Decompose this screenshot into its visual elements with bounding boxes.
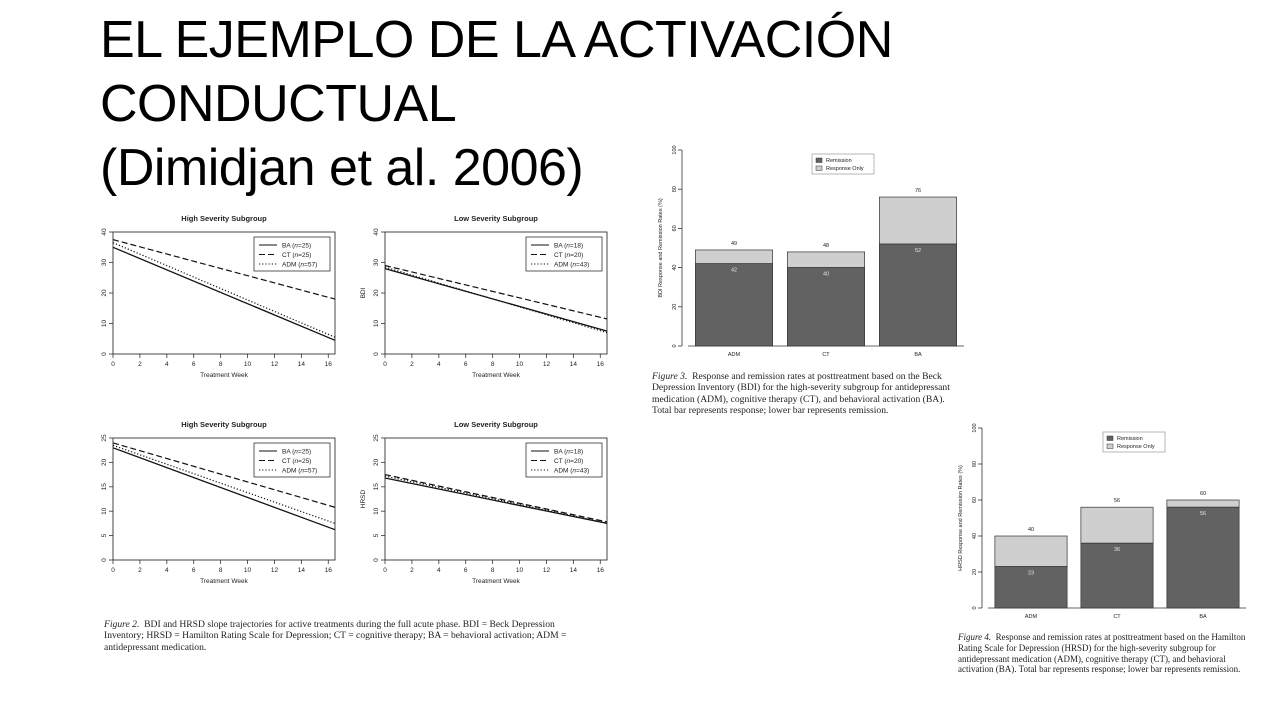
x-tick-label: 2 xyxy=(410,567,414,574)
y-tick-label: 5 xyxy=(373,533,380,538)
x-tick-label: ADM xyxy=(727,352,741,358)
bar-response-label: 49 xyxy=(730,240,738,247)
y-tick-label: 30 xyxy=(101,258,108,267)
x-tick-label: 16 xyxy=(324,361,332,368)
bar-remission-ADM xyxy=(695,264,772,346)
x-tick-label: 12 xyxy=(542,361,551,368)
bar-response-CT xyxy=(1081,507,1153,543)
legend-swatch xyxy=(816,158,822,163)
series-line-0 xyxy=(385,478,607,523)
legend-label: CT (n=20) xyxy=(554,457,584,465)
legend-label: ADM (n=43) xyxy=(554,467,590,475)
x-tick-label: 6 xyxy=(191,567,196,574)
y-tick-label: 100 xyxy=(972,423,978,433)
y-tick-label: 10 xyxy=(101,507,108,515)
legend-label: ADM (n=57) xyxy=(282,261,318,269)
chart-title: High Severity Subgroup xyxy=(181,214,267,223)
figure4-caption-label: Figure 4. xyxy=(958,632,992,642)
x-tick-label: 8 xyxy=(218,361,223,368)
y-tick-label: 0 xyxy=(101,352,108,356)
x-tick-label: 0 xyxy=(111,567,115,574)
y-tick-label: 30 xyxy=(373,258,380,267)
legend-label: ADM (n=57) xyxy=(282,467,318,475)
chart-bdi-low-severity xyxy=(345,204,620,399)
x-tick-label: 4 xyxy=(165,361,169,368)
y-tick-label: 20 xyxy=(972,568,978,576)
bar-response-BA xyxy=(1167,500,1239,507)
chart-hrsd-low-severity xyxy=(345,414,620,609)
x-tick-label: 6 xyxy=(191,361,196,368)
bar-remission-BA xyxy=(879,244,956,346)
legend-label: BA (n=25) xyxy=(282,242,312,250)
figure3-caption xyxy=(652,371,958,417)
x-tick-label: 4 xyxy=(437,361,441,368)
figure4-caption xyxy=(958,632,1246,675)
y-tick-label: 10 xyxy=(373,319,380,328)
bar-response-ADM xyxy=(995,536,1067,567)
x-tick-label: 16 xyxy=(596,567,604,574)
bar-remission-label: 36 xyxy=(1113,547,1121,554)
legend-swatch xyxy=(1107,436,1113,441)
chart-hrsd-high-severity xyxy=(95,414,365,609)
x-tick-label: ADM xyxy=(1024,614,1038,620)
y-tick-label: 20 xyxy=(101,458,108,467)
x-tick-label: 8 xyxy=(490,361,495,368)
bar-remission-label: 42 xyxy=(730,267,738,274)
slide-title-line-1: EL EJEMPLO DE LA ACTIVACIÓN xyxy=(100,11,893,69)
bar-response-BA xyxy=(879,197,956,244)
y-tick-label: 80 xyxy=(972,460,978,468)
x-tick-label: 8 xyxy=(218,567,223,574)
figure2-caption-label: Figure 2. xyxy=(104,619,140,630)
x-tick-label: 0 xyxy=(383,361,387,368)
bar-remission-CT xyxy=(787,268,864,346)
x-tick-label: 2 xyxy=(138,361,142,368)
chart-title: Low Severity Subgroup xyxy=(454,214,538,223)
series-line-1 xyxy=(385,266,607,319)
legend-label: BA (n=18) xyxy=(554,242,584,250)
legend-label: Remission xyxy=(1117,436,1143,443)
x-tick-label: 14 xyxy=(297,361,305,368)
y-tick-label: 0 xyxy=(972,606,978,610)
legend-swatch xyxy=(816,166,822,171)
y-tick-label: 80 xyxy=(672,186,678,193)
y-tick-label: 25 xyxy=(101,434,108,442)
legend-label: BA (n=18) xyxy=(554,448,584,456)
x-axis-label: Treatment Week xyxy=(200,372,248,379)
x-tick-label: 12 xyxy=(270,567,279,574)
legend-label: Response Only xyxy=(1117,444,1155,451)
y-tick-label: 20 xyxy=(672,303,678,310)
series-line-1 xyxy=(385,475,607,522)
y-tick-label: 60 xyxy=(672,225,678,232)
figure2-caption xyxy=(104,619,584,653)
x-tick-label: 0 xyxy=(111,361,115,368)
x-tick-label: 10 xyxy=(243,361,252,368)
x-tick-label: CT xyxy=(822,352,830,358)
chart-title: High Severity Subgroup xyxy=(181,420,267,429)
x-tick-label: 2 xyxy=(410,361,414,368)
bar-response-label: 48 xyxy=(822,242,830,249)
y-tick-label: 20 xyxy=(373,289,380,297)
series-line-2 xyxy=(385,267,607,333)
y-tick-label: 40 xyxy=(373,228,380,236)
bar-remission-label: 40 xyxy=(822,271,830,278)
chart-bdi-response-remission xyxy=(640,140,970,362)
bar-response-CT xyxy=(787,252,864,268)
bar-remission-label: 52 xyxy=(914,248,922,255)
y-tick-label: 10 xyxy=(101,319,108,328)
y-tick-label: 0 xyxy=(672,344,678,348)
y-axis-label: BDI xyxy=(360,287,367,299)
x-tick-label: BA xyxy=(1199,614,1207,620)
bar-remission-label: 56 xyxy=(1199,511,1207,518)
legend-label: Response Only xyxy=(826,166,864,173)
figure3-caption-text: Response and remission rates at posttreatment based on the Beck Depression Inventory (BDI) for the high-severity subgroup for antidepressant medication (ADM), cognitive therapy (CT), and behavioral activation (BA). Total bar represents response; lower bar represents remission. xyxy=(652,371,950,417)
bar-remission-BA xyxy=(1167,507,1239,608)
chart-bdi-high-severity xyxy=(95,204,365,399)
y-tick-label: 40 xyxy=(101,228,108,236)
x-tick-label: 10 xyxy=(515,567,524,574)
x-axis-label: Treatment Week xyxy=(200,578,248,585)
x-tick-label: 4 xyxy=(165,567,169,574)
chart-hrsd-response-remission xyxy=(940,416,1260,624)
legend-label: CT (n=20) xyxy=(554,251,584,259)
x-tick-label: 10 xyxy=(243,567,252,574)
y-tick-label: 10 xyxy=(373,507,380,515)
legend-label: CT (n=25) xyxy=(282,251,312,259)
bar-response-label: 56 xyxy=(1113,498,1121,505)
figure2-caption-text: BDI and HRSD slope trajectories for active treatments during the full acute phase. BDI = Beck Depression Inventory; HRSD = Hamilton Rating Scale for Depression; CT = cognitive therapy; BA = behavioral activation; ADM = antidepressant medication. xyxy=(104,619,567,653)
y-tick-label: 0 xyxy=(373,558,380,562)
x-tick-label: 16 xyxy=(596,361,604,368)
y-axis-label: HRSD xyxy=(360,489,367,509)
x-tick-label: 16 xyxy=(324,567,332,574)
y-tick-label: 20 xyxy=(373,458,380,467)
x-tick-label: 10 xyxy=(515,361,524,368)
y-tick-label: 5 xyxy=(101,533,108,538)
bar-response-ADM xyxy=(695,250,772,264)
chart-title: Low Severity Subgroup xyxy=(454,420,538,429)
y-axis-label: BDI Response and Remission Rates (%) xyxy=(658,198,664,298)
x-tick-label: 14 xyxy=(569,361,577,368)
x-tick-label: 12 xyxy=(270,361,279,368)
x-tick-label: 4 xyxy=(437,567,441,574)
legend-label: Remission xyxy=(826,158,852,165)
slide-title-line-3: (Dimidjan et al. 2006) xyxy=(100,139,584,197)
bar-remission-label: 23 xyxy=(1027,570,1035,577)
y-tick-label: 40 xyxy=(972,532,978,540)
x-tick-label: 8 xyxy=(490,567,495,574)
x-tick-label: 0 xyxy=(383,567,387,574)
figure3-caption-label: Figure 3. xyxy=(652,371,688,382)
y-tick-label: 100 xyxy=(672,145,678,155)
y-axis-label: HRSD Response and Remission Rates (%) xyxy=(958,465,964,571)
x-tick-label: 6 xyxy=(463,361,468,368)
y-tick-label: 15 xyxy=(101,483,108,491)
x-tick-label: 12 xyxy=(542,567,551,574)
x-tick-label: 2 xyxy=(138,567,142,574)
y-tick-label: 0 xyxy=(373,352,380,356)
legend-swatch xyxy=(1107,444,1113,449)
x-axis-label: Treatment Week xyxy=(472,578,520,585)
series-line-2 xyxy=(385,476,607,523)
x-tick-label: 14 xyxy=(297,567,305,574)
y-tick-label: 15 xyxy=(373,483,380,491)
slide-title-line-2: CONDUCTUAL xyxy=(100,75,457,133)
legend-label: CT (n=25) xyxy=(282,457,312,465)
legend-label: ADM (n=43) xyxy=(554,261,590,269)
y-tick-label: 0 xyxy=(101,558,108,562)
x-tick-label: CT xyxy=(1113,614,1121,620)
figure4-caption-text: Response and remission rates at posttreatment based on the Hamilton Rating Scale for Depression (HRSD) for the high-severity subgroup for antidepressant medication (ADM), cognitive therapy (CT), and behavioral activation (BA). Total bar represents response; lower bar represents remission. xyxy=(958,632,1246,675)
bar-response-label: 40 xyxy=(1027,527,1035,533)
x-tick-label: 6 xyxy=(463,567,468,574)
legend-label: BA (n=25) xyxy=(282,448,312,456)
y-tick-label: 20 xyxy=(101,289,108,297)
x-tick-label: BA xyxy=(914,352,922,358)
x-axis-label: Treatment Week xyxy=(472,372,520,379)
bar-response-label: 60 xyxy=(1199,491,1207,497)
y-tick-label: 60 xyxy=(972,496,978,504)
bar-response-label: 76 xyxy=(914,188,922,195)
y-tick-label: 25 xyxy=(373,434,380,442)
y-tick-label: 40 xyxy=(672,264,678,271)
x-tick-label: 14 xyxy=(569,567,577,574)
